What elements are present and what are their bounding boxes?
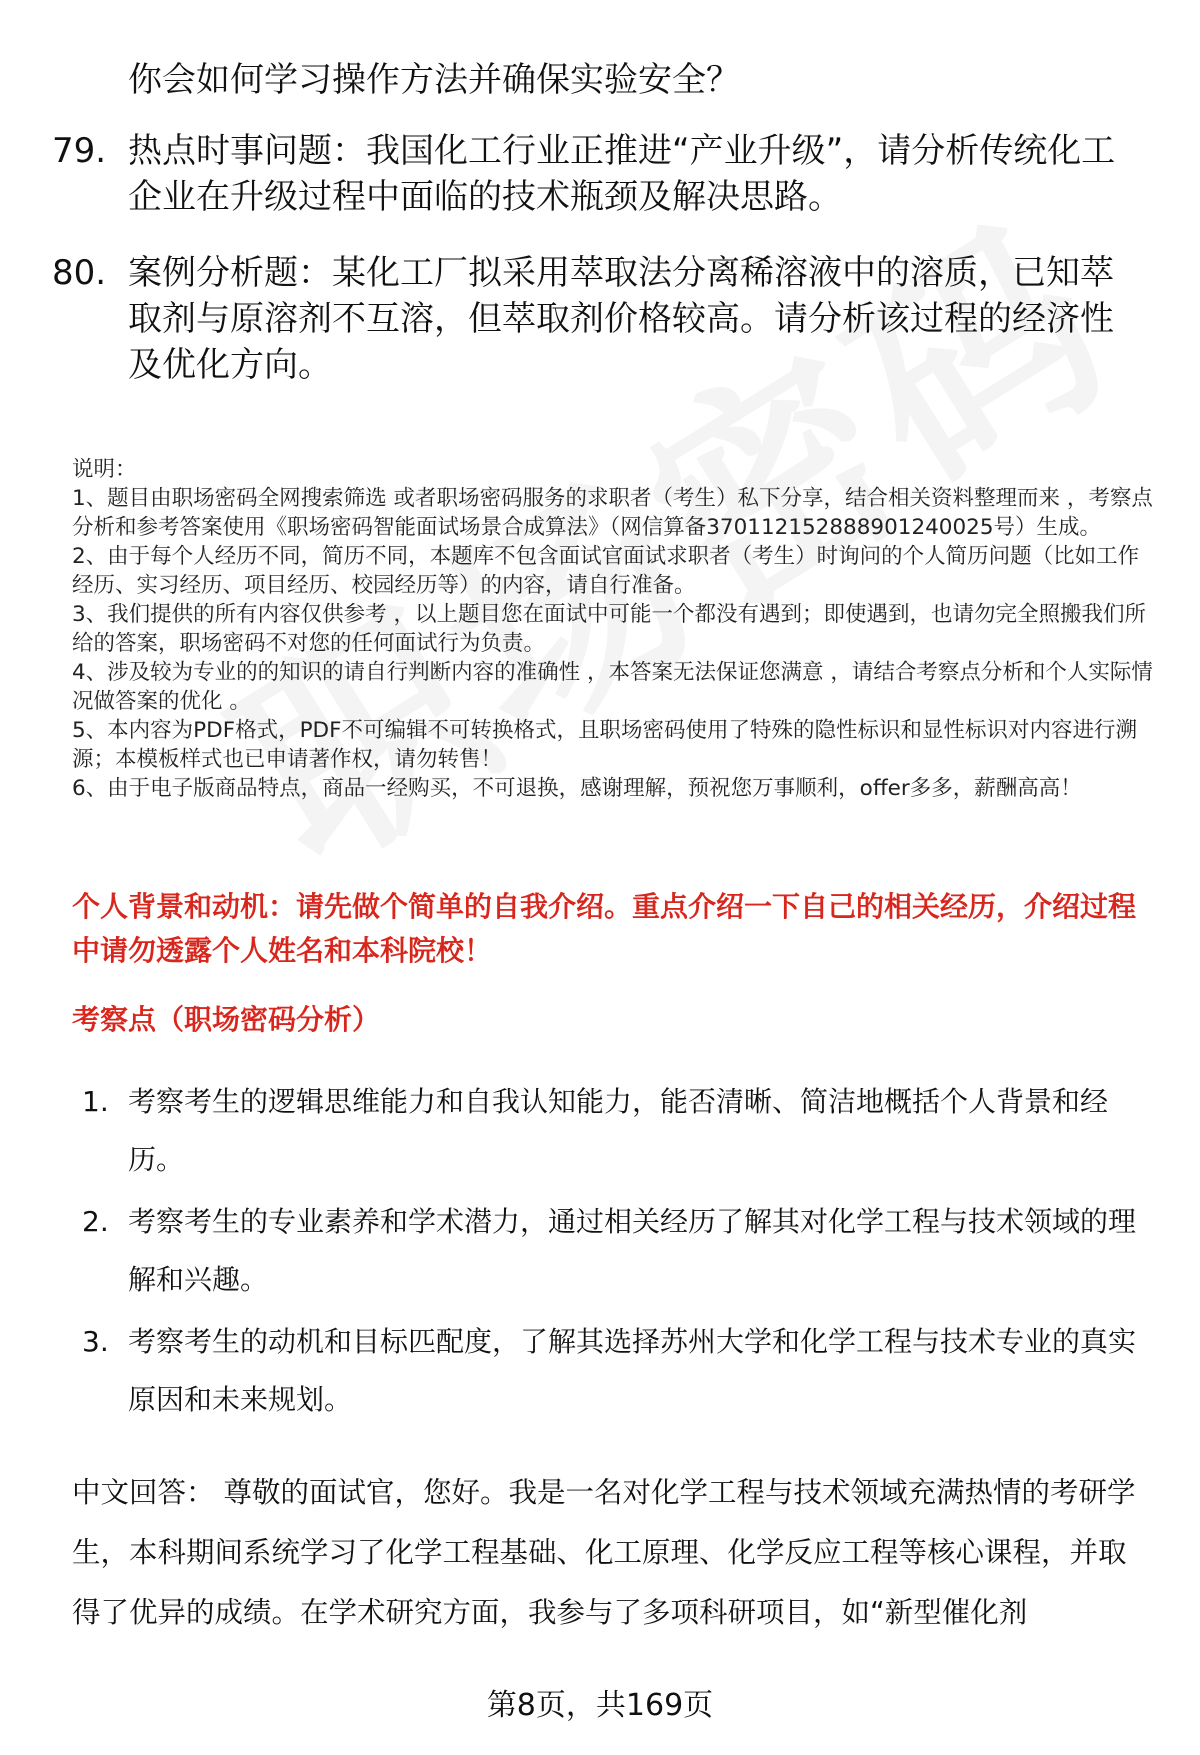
list-number: 1.: [82, 1085, 109, 1118]
list-text: 考察考生的逻辑思维能力和自我认知能力，能否清晰、简洁地概括个人背景和经历。: [128, 1085, 1109, 1176]
list-item: [82, 1193, 1142, 1309]
list-number: 3.: [82, 1325, 109, 1358]
question-80: [52, 250, 1142, 388]
list-text: 考察考生的动机和目标匹配度，了解其选择苏州大学和化学工程与技术专业的真实原因和未来规划。: [128, 1325, 1137, 1416]
question-79: [52, 128, 1142, 220]
note-item: 2、由于每个人经历不同，简历不同，本题库不包含面试官面试求职者（考生）时询问的个人简历问题（比如工作经历、实习经历、项目经历、校园经历等）的内容，请自行准备。: [72, 544, 1140, 598]
question-number: 79.: [52, 131, 107, 171]
analysis-title: 考察点（职场密码分析）: [72, 1003, 381, 1036]
notes-section: [72, 455, 1157, 803]
answer-text: 中文回答： 尊敬的面试官，您好。我是一名对化学工程与技术领域充满热情的考研学生，本科期间系统学习了化学工程基础、化工原理、化学反应工程等核心课程，并取得了优异的成绩。在学术研究方面，我参与了多项科研项目，如“新型催化剂: [72, 1476, 1136, 1629]
notes-title: 说明：: [72, 457, 137, 482]
list-number: 2.: [82, 1205, 109, 1238]
list-text: 考察考生的专业素养和学术潜力，通过相关经历了解其对化学工程与技术领域的理解和兴趣。: [128, 1205, 1137, 1296]
note-item: 4、涉及较为专业的的知识的请自行判断内容的准确性 ，本答案无法保证您满意 ，请结合考察点分析和个人实际情况做答案的优化 。: [72, 660, 1153, 714]
note-item: 6、由于电子版商品特点，商品一经购买，不可退换，感谢理解，预祝您万事顺利，offer多多，薪酬高高！: [72, 776, 1082, 801]
section-title: 个人背景和动机：请先做个简单的自我介绍。重点介绍一下自己的相关经历，介绍过程中请勿透露个人姓名和本科院校！: [72, 890, 1137, 967]
list-item: [82, 1313, 1142, 1429]
note-item: 1、题目由职场密码全网搜索筛选 或者职场密码服务的求职者（考生）私下分享，结合相关资料整理而来 ，考察点分析和参考答案使用《职场密码智能面试场景合成算法》（网信算备370112152888901240025号）生成。: [72, 486, 1153, 540]
question-continuation: 你会如何学习操作方法并确保实验安全？: [128, 60, 740, 100]
page-number: 第8页，共169页: [486, 1688, 714, 1723]
question-text: 热点时事问题：我国化工行业正推进“产业升级”，请分析传统化工企业在升级过程中面临的技术瓶颈及解决思路。: [128, 131, 1116, 217]
question-number: 80.: [52, 253, 107, 293]
list-item: [82, 1073, 1142, 1189]
note-item: 5、本内容为PDF格式，PDF不可编辑不可转换格式，且职场密码使用了特殊的隐性标识和显性标识对内容进行溯源；本模板样式也已申请著作权，请勿转售！: [72, 718, 1137, 772]
analysis-list: [82, 1073, 1142, 1433]
question-text: 案例分析题：某化工厂拟采用萃取法分离稀溶液中的溶质，已知萃取剂与原溶剂不互溶，但萃取剂价格较高。请分析该过程的经济性及优化方向。: [128, 253, 1114, 385]
note-item: 3、我们提供的所有内容仅供参考 ，以上题目您在面试中可能一个都没有遇到；即使遇到，也请勿完全照搬我们所给的答案，职场密码不对您的任何面试行为负责。: [72, 602, 1147, 656]
